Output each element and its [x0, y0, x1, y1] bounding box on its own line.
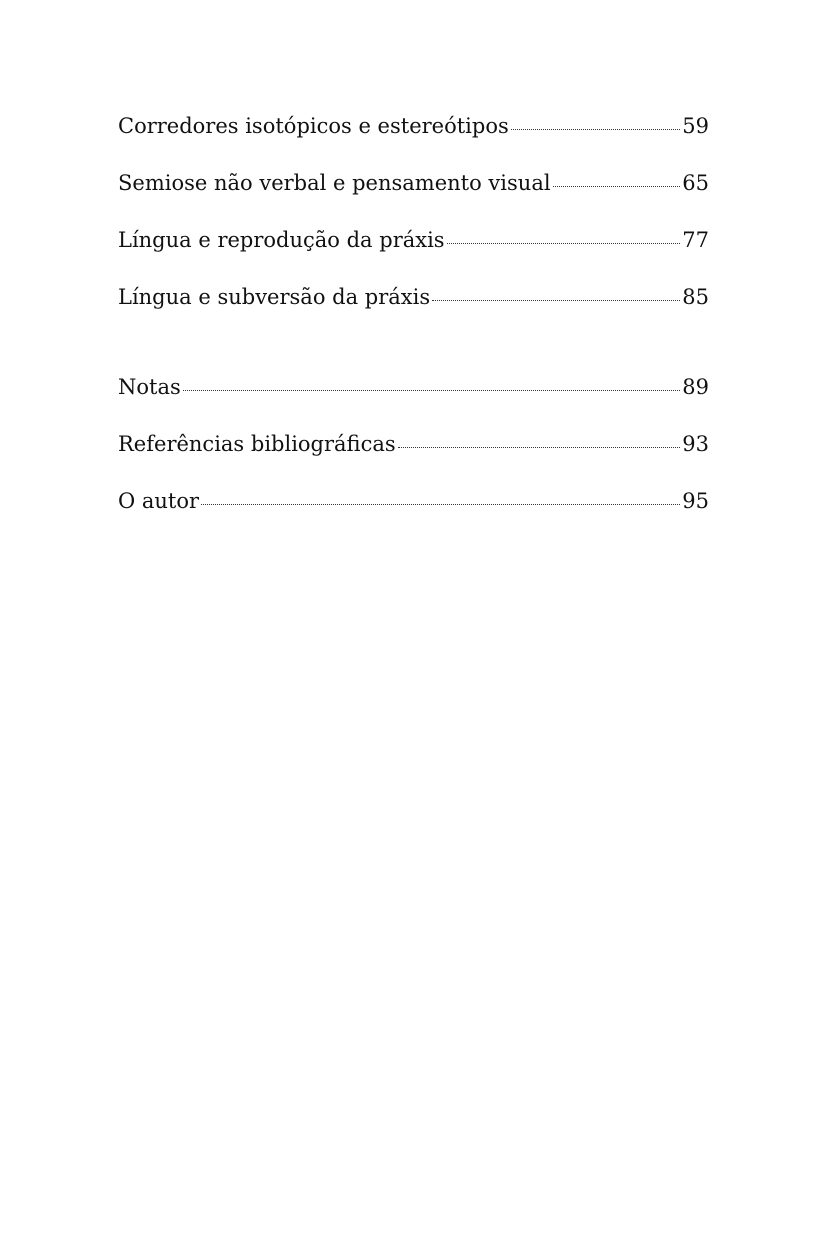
toc-entry-page-number: 93 — [682, 432, 709, 456]
toc-entry-title: Corredores isotópicos e estereótipos — [118, 114, 509, 138]
dot-leader — [511, 129, 681, 130]
toc-entry-page-number: 85 — [682, 285, 709, 309]
toc-entry-page-number: 95 — [682, 489, 709, 513]
table-of-contents — [118, 110, 709, 542]
toc-entry-title: Referências bibliográficas — [118, 432, 396, 456]
toc-entry-title: Notas — [118, 375, 181, 399]
toc-entry — [118, 428, 709, 485]
toc-entry-page-number: 89 — [682, 375, 709, 399]
dot-leader — [553, 186, 681, 187]
dot-leader — [201, 504, 680, 505]
toc-entry-title: O autor — [118, 489, 200, 513]
toc-entry — [118, 224, 709, 281]
toc-entry-title: Língua e subversão da práxis — [118, 285, 431, 309]
toc-entry-page-number: 59 — [682, 114, 709, 138]
dot-leader — [447, 243, 681, 244]
toc-entry — [118, 371, 709, 428]
toc-entry-page-number: 77 — [682, 228, 709, 252]
dot-leader — [183, 390, 681, 391]
toc-group-back-matter — [118, 371, 709, 542]
toc-entry — [118, 167, 709, 224]
dot-leader — [398, 447, 681, 448]
toc-entry — [118, 281, 709, 338]
toc-entry — [118, 110, 709, 167]
dot-leader — [432, 300, 680, 301]
toc-entry-title: Semiose não verbal e pensamento visual — [118, 171, 551, 195]
toc-entry-title: Língua e reprodução da práxis — [118, 228, 445, 252]
toc-entry-page-number: 65 — [682, 171, 709, 195]
toc-entry — [118, 485, 709, 542]
toc-group-chapters — [118, 110, 709, 338]
